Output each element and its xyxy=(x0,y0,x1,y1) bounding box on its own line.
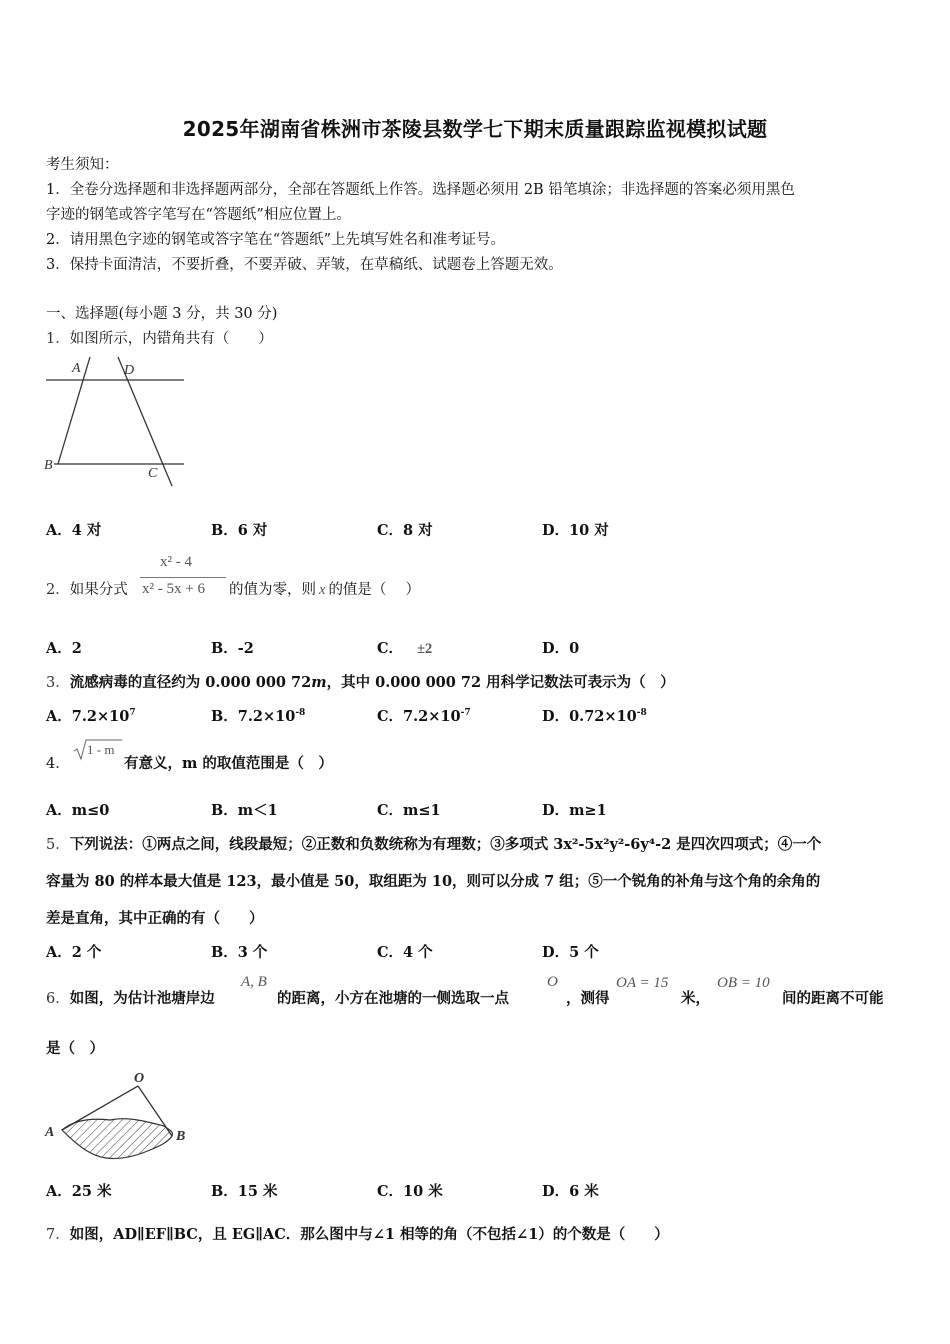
page-title: 2025年湖南省株洲市茶陵县数学七下期末质量跟踪监视模拟试题 xyxy=(182,117,768,141)
q2-option-c xyxy=(377,637,432,658)
q1-option-b: B．6 对 xyxy=(211,522,268,539)
question-4-text: 有意义，m 的取值范围是（ ） xyxy=(124,755,333,772)
fraction-numerator: x² - 4 xyxy=(160,554,192,570)
question-text-1: 流感病毒的直径约为 0.000 000 72 xyxy=(69,674,312,691)
q6-pond-figure xyxy=(40,1066,200,1166)
question-text: 如图所示，内错角共有（ ） xyxy=(69,331,273,347)
q1-option-a: A．4 对 xyxy=(46,522,102,539)
label-d: D xyxy=(124,363,135,378)
fraction-bar xyxy=(140,577,226,578)
question-number: 2． xyxy=(46,582,70,598)
question-7 xyxy=(46,1223,669,1244)
option-label: B．7.2×10 xyxy=(211,708,296,725)
math-ab: A, B xyxy=(241,974,267,990)
q3-option-a xyxy=(46,705,136,726)
option-exponent: -8 xyxy=(295,708,306,719)
label-o: O xyxy=(134,1071,145,1086)
question-mid: 的值为零，则 xyxy=(229,582,316,598)
question-suffix: 的值是（ ） xyxy=(328,582,421,598)
question-text: 如图，AD∥EF∥BC，且 EG∥AC．那么图中与∠1 相等的角（不包括∠1）的个数是（ ） xyxy=(69,1226,669,1243)
q2-text-rest xyxy=(229,578,420,599)
option-exponent: -8 xyxy=(636,708,647,719)
math-o: O xyxy=(547,974,558,990)
label-a: A xyxy=(72,361,81,376)
question-number: 6． xyxy=(46,991,70,1007)
notice-line-1b: 字迹的钢笔或答字笔写在“答题纸”相应位置上。 xyxy=(46,207,351,223)
unit-m: m xyxy=(311,674,327,691)
notice-heading: 考生须知： xyxy=(46,157,119,173)
q2-option-b: B．-2 xyxy=(211,640,254,657)
q1-option-c: C．8 对 xyxy=(377,522,433,539)
label-b: B xyxy=(44,458,53,473)
question-1 xyxy=(46,327,273,348)
option-label: C．7.2×10 xyxy=(377,708,461,725)
question-3 xyxy=(46,671,675,692)
question-prefix: 如果分式 xyxy=(69,582,128,598)
sqrt-radicand: 1 - m xyxy=(87,742,115,757)
q4-option-c: C．m≤1 xyxy=(377,802,441,819)
option-label: C． xyxy=(377,640,404,657)
question-5-line-1 xyxy=(46,833,821,854)
question-2 xyxy=(46,578,128,599)
label-a: A xyxy=(45,1125,55,1140)
q2-option-a: A．2 xyxy=(46,640,82,657)
label-c: C xyxy=(148,466,158,481)
q1-option-d: D．10 对 xyxy=(542,522,609,539)
question-5-line-3: 差是直角，其中正确的有（ ） xyxy=(46,910,264,927)
q4-option-d: D．m≥1 xyxy=(542,802,607,819)
question-number: 5． xyxy=(46,837,70,853)
option-exponent: 7 xyxy=(129,708,136,719)
option-label: D．0.72×10 xyxy=(542,708,637,725)
question-6-part-5: 间的距离不可能 xyxy=(782,990,884,1007)
question-6-part-3: ，测得 xyxy=(566,990,610,1007)
q3-option-b xyxy=(211,705,305,726)
q3-option-c xyxy=(377,705,471,726)
q5-option-b: B．3 个 xyxy=(211,944,268,961)
math-ob: OB = 10 xyxy=(717,975,770,991)
variable-x: x xyxy=(319,582,326,598)
q6-option-b: B．15 米 xyxy=(211,1183,278,1200)
question-6-part-4: 米， xyxy=(681,990,710,1007)
q6-option-d: D．6 米 xyxy=(542,1183,599,1200)
q4-option-b: B．m＜1 xyxy=(211,802,278,819)
notice-line-1a: 1．全卷分选择题和非选择题两部分，全部在答题纸上作答。选择题必须用 2B 铅笔填涂；非选择题的答案必须用黑色 xyxy=(46,182,795,198)
q6-option-a: A．25 米 xyxy=(46,1183,112,1200)
option-exponent: -7 xyxy=(460,708,471,719)
q6-option-c: C．10 米 xyxy=(377,1183,443,1200)
question-number: 7． xyxy=(46,1227,70,1243)
q5-option-c: C．4 个 xyxy=(377,944,433,961)
question-text-1: 如图，为估计池塘岸边 xyxy=(69,990,215,1007)
q4-option-a: A．m≤0 xyxy=(46,802,110,819)
question-5-line-2: 容量为 80 的样本最大值是 123，最小值是 50，取组距为 10，则可以分成 7 组；⑤一个锐角的补角与这个角的余角的 xyxy=(46,873,821,890)
notice-line-3: 3．保持卡面清洁，不要折叠，不要弄破、弄皱，在草稿纸、试题卷上答题无效。 xyxy=(46,257,563,273)
question-6-line-2: 是（ ） xyxy=(46,1040,104,1057)
option-math: ±2 xyxy=(417,641,433,657)
q2-fraction xyxy=(138,554,228,604)
math-oa: OA = 15 xyxy=(616,975,669,991)
question-4-number: 4． xyxy=(46,756,70,772)
q3-option-d xyxy=(542,705,647,726)
notice-line-2: 2．请用黑色字迹的钢笔或答字笔在“答题纸”上先填写姓名和准考证号。 xyxy=(46,232,506,248)
question-6-part-2: 的距离，小方在池塘的一侧选取一点 xyxy=(277,990,509,1007)
question-number: 3． xyxy=(46,675,70,691)
option-label: A．7.2×10 xyxy=(46,708,130,725)
q2-option-d: D．0 xyxy=(542,640,580,657)
pond-area xyxy=(62,1119,173,1159)
q1-figure xyxy=(40,352,200,492)
fraction-denominator: x² - 5x + 6 xyxy=(142,581,205,597)
q5-option-d: D．5 个 xyxy=(542,944,599,961)
question-6-part-1 xyxy=(46,987,215,1008)
section-heading: 一、选择题(每小题 3 分，共 30 分) xyxy=(46,306,278,322)
question-text-2: ，其中 0.000 000 72 用科学记数法可表示为（ ） xyxy=(326,674,675,691)
question-text: 下列说法：①两点之间，线段最短；②正数和负数统称为有理数；③多项式 3x²-5x²y²-6y⁴-2 是四次四项式；④一个 xyxy=(69,836,822,853)
q5-option-a: A．2 个 xyxy=(46,944,102,961)
label-b: B xyxy=(176,1129,186,1144)
question-number: 1． xyxy=(46,331,70,347)
